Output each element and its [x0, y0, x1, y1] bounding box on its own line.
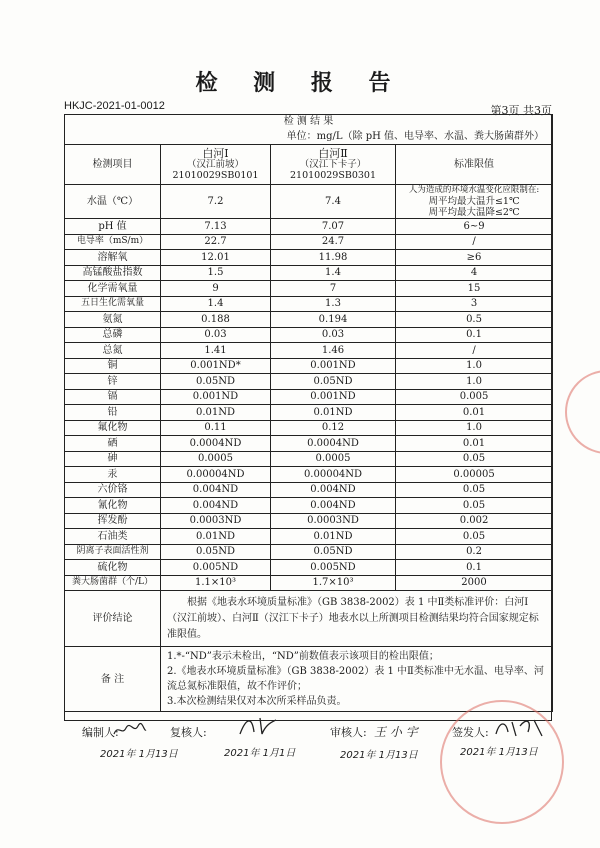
cell-item: 粪大肠菌群（个/L） — [65, 575, 161, 591]
date-issuer: 2021年 1月13日 — [460, 747, 538, 758]
cell-limit: 0.1 — [396, 327, 553, 343]
cell-v1: 0.01ND — [161, 529, 271, 545]
header-site1 — [161, 145, 271, 185]
cell-item: 锌 — [65, 374, 161, 390]
cell-limit: 6~9 — [396, 219, 553, 235]
cell-v1: 0.001ND* — [161, 358, 271, 374]
cell-v1: 22.7 — [161, 234, 271, 250]
cell-item: 总氮 — [65, 343, 161, 359]
table-row — [65, 482, 553, 498]
date-auditor: 2021年 1月13日 — [340, 750, 418, 761]
table-row — [65, 265, 553, 281]
remark-line-2: 2.《地表水环境质量标准》（GB 3838-2002）表 1 中Ⅱ类标准中无水温、电导率、河流总氮标准限值，故不作评价； — [167, 666, 544, 692]
cell-limit: 4 — [396, 265, 553, 281]
cell-item: 硫化物 — [65, 560, 161, 576]
conclusion-label: 评价结论 — [65, 591, 161, 647]
cell-v2: 0.194 — [271, 312, 396, 328]
cell-limit: 0.00005 — [396, 467, 553, 483]
table-row — [65, 513, 553, 529]
cell-v2: 1.3 — [271, 296, 396, 312]
table-row — [65, 436, 553, 452]
site2-location: （汉江下卡子） — [299, 159, 367, 170]
cell-v1: 1.4 — [161, 296, 271, 312]
site1-name: 白河Ⅰ — [202, 147, 229, 160]
cell-item: 总磷 — [65, 327, 161, 343]
cell-v2: 0.01ND — [271, 405, 396, 421]
watertemp-limit-line3: 周平均最大温降≤2℃ — [428, 207, 520, 218]
auditor-label: 审核人: — [330, 726, 367, 739]
cell-limit: 0.1 — [396, 560, 553, 576]
cell-v1: 0.05ND — [161, 374, 271, 390]
cell-item: 铅 — [65, 405, 161, 421]
cell-item: 电导率（mS/m） — [65, 234, 161, 250]
cell-v2: 0.05ND — [271, 374, 396, 390]
table-row — [65, 420, 553, 436]
cell-v2: 0.001ND — [271, 358, 396, 374]
official-seal-right — [565, 370, 600, 454]
cell-limit: 0.005 — [396, 389, 553, 405]
table-row — [65, 389, 553, 405]
cell-v1: 9 — [161, 281, 271, 297]
table-row — [65, 296, 553, 312]
cell-v2: 0.05ND — [271, 544, 396, 560]
cell-limit: ≥6 — [396, 250, 553, 266]
date-compiler: 2021年 1月13日 — [100, 749, 178, 760]
cell-v2: 1.7×10³ — [271, 575, 396, 591]
table-row — [65, 234, 553, 250]
table-row — [65, 327, 553, 343]
site1-location: （汉江前坡） — [186, 159, 244, 170]
date-reviewer: 2021年 1月1日 — [224, 748, 296, 759]
cell-limit: 2000 — [396, 575, 553, 591]
cell-item: 砷 — [65, 451, 161, 467]
cell-v1: 1.5 — [161, 265, 271, 281]
official-seal-bottom — [440, 700, 564, 824]
cell-v2: 7.07 — [271, 219, 396, 235]
remarks-label: 备 注 — [65, 647, 161, 712]
remark-line-3: 3.本次检测结果仅对本次所采样品负责。 — [167, 696, 347, 707]
table-row — [65, 358, 553, 374]
table-row — [65, 312, 553, 328]
cell-v1: 1.1×10³ — [161, 575, 271, 591]
cell-v2: 11.98 — [271, 250, 396, 266]
cell-v1: 0.0005 — [161, 451, 271, 467]
cell-limit: 0.5 — [396, 312, 553, 328]
cell-v1: 0.004ND — [161, 482, 271, 498]
cell-limit: 0.05 — [396, 498, 553, 514]
table-row — [65, 575, 553, 591]
cell-item: 氰化物 — [65, 498, 161, 514]
cell-v1: 0.188 — [161, 312, 271, 328]
results-table — [64, 114, 553, 712]
compiler-signature — [112, 722, 148, 741]
conclusion-text: 根据《地表水环境质量标准》（GB 3838-2002）表 1 中Ⅱ类标准评价：白河Ⅰ（汉江前坡）、白河Ⅱ（汉江下卡子）地表水以上所测项目检测结果均符合国家规定标准限值。 — [161, 591, 553, 647]
cell-limit: 1.0 — [396, 358, 553, 374]
cell-limit: 1.0 — [396, 374, 553, 390]
cell-v2: 0.001ND — [271, 389, 396, 405]
reviewer-signature — [232, 714, 282, 741]
cell-item: 溶解氧 — [65, 250, 161, 266]
table-row — [65, 560, 553, 576]
site2-code: 21010029SB0301 — [289, 170, 377, 181]
cell-v2: 0.03 — [271, 327, 396, 343]
cell-v1: 12.01 — [161, 250, 271, 266]
cell-v1: 0.0003ND — [161, 513, 271, 529]
table-row — [65, 544, 553, 560]
cell-item: pH 值 — [65, 219, 161, 235]
cell-limit: 1.0 — [396, 420, 553, 436]
cell-v2: 1.46 — [271, 343, 396, 359]
cell-v1: 0.004ND — [161, 498, 271, 514]
cell-item: 化学需氧量 — [65, 281, 161, 297]
table-row — [65, 281, 553, 297]
cell-v2: 0.0003ND — [271, 513, 396, 529]
cell-v1: 0.0004ND — [161, 436, 271, 452]
cell-v2: 0.12 — [271, 420, 396, 436]
cell-v2: 0.01ND — [271, 529, 396, 545]
remark-line-1: 1.*-“ND”表示未检出，“ND”前数值表示该项目的检出限值； — [167, 651, 439, 662]
cell-v1: 0.00004ND — [161, 467, 271, 483]
cell-item: 挥发酚 — [65, 513, 161, 529]
site2-name: 白河Ⅱ — [318, 147, 348, 160]
cell-limit: 15 — [396, 281, 553, 297]
cell-item: 高锰酸盐指数 — [65, 265, 161, 281]
watertemp-item: 水温（℃） — [65, 185, 161, 219]
cell-item: 镉 — [65, 389, 161, 405]
cell-limit: / — [396, 343, 553, 359]
cell-limit: 3 — [396, 296, 553, 312]
cell-v1: 0.001ND — [161, 389, 271, 405]
compiler-signature-scribble — [112, 722, 148, 738]
watertemp-v1: 7.2 — [161, 185, 271, 219]
cell-v2: 0.004ND — [271, 498, 396, 514]
table-row — [65, 374, 553, 390]
page-info: 第3页 共3页 — [490, 104, 552, 117]
cell-limit: / — [396, 234, 553, 250]
header-item: 检测项目 — [65, 145, 161, 185]
cell-item: 六价铬 — [65, 482, 161, 498]
cell-v1: 1.41 — [161, 343, 271, 359]
cell-v2: 7 — [271, 281, 396, 297]
reviewer-label: 复核人: — [170, 726, 207, 739]
cell-limit: 0.05 — [396, 529, 553, 545]
cell-v2: 0.004ND — [271, 482, 396, 498]
cell-item: 硒 — [65, 436, 161, 452]
cell-item: 五日生化需氧量 — [65, 296, 161, 312]
cell-limit: 0.2 — [396, 544, 553, 560]
table-row — [65, 250, 553, 266]
cell-v1: 0.01ND — [161, 405, 271, 421]
header-site2 — [271, 145, 396, 185]
section-title: 检 测 结 果 — [65, 115, 553, 129]
cell-limit: 0.05 — [396, 451, 553, 467]
document-number: HKJC-2021-01-0012 — [64, 100, 165, 112]
report-title: 检 测 报 告 — [195, 70, 405, 96]
cell-item: 氨氮 — [65, 312, 161, 328]
cell-v1: 0.05ND — [161, 544, 271, 560]
cell-limit: 0.05 — [396, 482, 553, 498]
cell-item: 石油类 — [65, 529, 161, 545]
cell-v2: 24.7 — [271, 234, 396, 250]
table-row — [65, 529, 553, 545]
cell-v2: 0.0005 — [271, 451, 396, 467]
watertemp-limit-line1: 人为造成的环境水温变化应限制在: — [408, 185, 540, 195]
issuer-label: 签发人: — [452, 726, 489, 739]
cell-item: 铜 — [65, 358, 161, 374]
header-limit: 标准限值 — [396, 145, 553, 185]
cell-v1: 0.005ND — [161, 560, 271, 576]
unit-note: 单位：mg/L（除 pH 值、电导率、水温、粪大肠菌群外） — [65, 129, 553, 145]
table-row — [65, 451, 553, 467]
table-row — [65, 343, 553, 359]
cell-v1: 0.03 — [161, 327, 271, 343]
cell-item: 汞 — [65, 467, 161, 483]
cell-limit: 0.002 — [396, 513, 553, 529]
table-row — [65, 498, 553, 514]
watertemp-v2: 7.4 — [271, 185, 396, 219]
table-row — [65, 405, 553, 421]
site1-code: 21010029SB0101 — [172, 170, 259, 181]
cell-v1: 7.13 — [161, 219, 271, 235]
reviewer-signature-scribble — [232, 714, 282, 738]
auditor-signature: 王 小 宇 — [374, 725, 418, 739]
cell-limit: 0.01 — [396, 436, 553, 452]
cell-v2: 0.0004ND — [271, 436, 396, 452]
cell-v1: 0.11 — [161, 420, 271, 436]
cell-limit: 0.01 — [396, 405, 553, 421]
cell-v2: 1.4 — [271, 265, 396, 281]
cell-v2: 0.00004ND — [271, 467, 396, 483]
watertemp-limit — [396, 185, 553, 219]
table-row — [65, 467, 553, 483]
cell-item: 氟化物 — [65, 420, 161, 436]
cell-v2: 0.005ND — [271, 560, 396, 576]
compiler-label: 编制人: — [82, 726, 119, 739]
table-row — [65, 219, 553, 235]
watertemp-limit-line2: 周平均最大温升≤1℃ — [428, 196, 520, 207]
cell-item: 阴离子表面活性剂 — [65, 544, 161, 560]
